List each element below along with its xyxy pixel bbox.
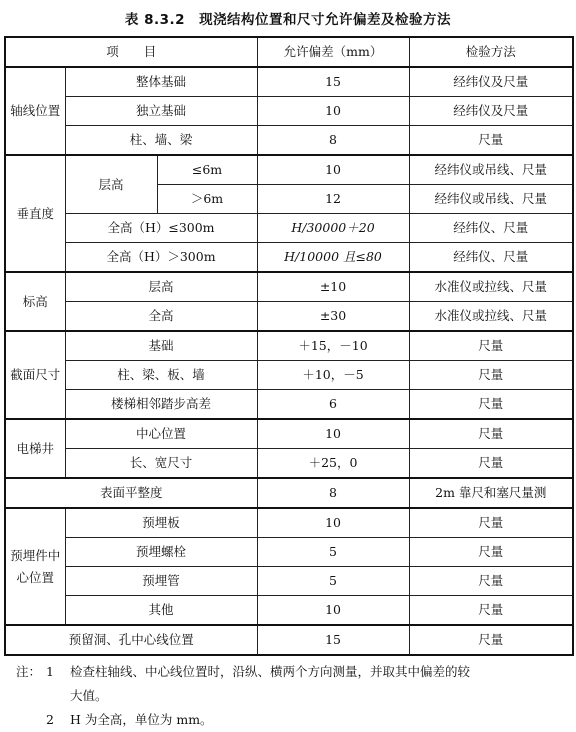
table-row [5,243,573,273]
group-vertical: 垂直度 [5,155,65,272]
item-cell: 其他 [65,596,257,626]
tolerance-cell: ＋10，－5 [257,361,409,390]
note-1 [16,660,570,684]
table-row [5,478,573,508]
method-cell: 经纬仪及尺量 [409,97,573,126]
tolerance-cell: 8 [257,478,409,508]
method-cell: 经纬仪及尺量 [409,67,573,97]
item-cell: 预埋管 [65,567,257,596]
tolerance-cell: 12 [257,185,409,214]
table-row [5,538,573,567]
tolerance-cell: H/10000 且≤80 [257,243,409,273]
note-2 [16,708,570,732]
method-cell: 尺量 [409,508,573,538]
method-cell: 尺量 [409,449,573,479]
table-row [5,155,573,185]
method-cell: 尺量 [409,126,573,156]
tolerance-cell: 8 [257,126,409,156]
notes-label: 注： [16,664,42,679]
method-cell: 尺量 [409,596,573,626]
group-axis: 轴线位置 [5,67,65,155]
note-continuation: 大值。 [70,688,108,703]
sub-item-cell: ≤6m [157,155,257,185]
method-cell: 经纬仪或吊线、尺量 [409,185,573,214]
item-cell: 独立基础 [65,97,257,126]
table-row [5,449,573,479]
item-cell: 层高 [65,155,157,214]
tolerance-cell: 15 [257,625,409,655]
header-row [5,37,573,67]
method-cell: 2m 靠尺和塞尺量测 [409,478,573,508]
tolerance-cell: 10 [257,97,409,126]
item-cell: 全高 [65,302,257,332]
table-caption: 现浇结构位置和尺寸允许偏差及检验方法 [199,12,452,28]
note-text: H 为全高，单位为 mm。 [70,712,213,727]
notes [16,660,570,732]
method-cell: 经纬仪、尺量 [409,243,573,273]
method-cell: 尺量 [409,625,573,655]
tolerance-cell: 10 [257,508,409,538]
item-cell: 层高 [65,272,257,302]
method-cell: 经纬仪、尺量 [409,214,573,243]
table-row [5,508,573,538]
note-number: 1 [46,664,54,679]
table-row [5,567,573,596]
header-tolerance: 允许偏差（mm） [257,37,409,67]
group-elevator: 电梯井 [5,419,65,478]
table-number: 表 8.3.2 [124,12,186,28]
table-row [5,390,573,420]
table-row [5,625,573,655]
tolerance-cell: ＋15，－10 [257,331,409,361]
sub-item-cell: ＞6m [157,185,257,214]
tolerance-cell: H/30000＋20 [257,214,409,243]
table-row [5,419,573,449]
method-cell: 经纬仪或吊线、尺量 [409,155,573,185]
note-number: 2 [46,712,54,727]
tolerance-cell: ＋25，0 [257,449,409,479]
table-row [5,596,573,626]
item-cell: 长、宽尺寸 [65,449,257,479]
tolerance-table [4,36,574,656]
item-cell: 柱、梁、板、墙 [65,361,257,390]
method-cell: 水准仪或拉线、尺量 [409,302,573,332]
table-row [5,272,573,302]
item-cell: 基础 [65,331,257,361]
table-row [5,97,573,126]
table-row [5,302,573,332]
tolerance-cell: 5 [257,538,409,567]
group-section: 截面尺寸 [5,331,65,419]
item-cell: 全高（H）＞300m [65,243,257,273]
item-cell: 预埋螺栓 [65,538,257,567]
table-row [5,67,573,97]
item-cell: 中心位置 [65,419,257,449]
tolerance-cell: 6 [257,390,409,420]
table-row [5,214,573,243]
group-elevation: 标高 [5,272,65,331]
table-row [5,126,573,156]
tolerance-cell: 15 [257,67,409,97]
table-row [5,361,573,390]
tolerance-cell: 5 [257,567,409,596]
item-cell: 楼梯相邻踏步高差 [65,390,257,420]
method-cell: 水准仪或拉线、尺量 [409,272,573,302]
tolerance-cell: 10 [257,155,409,185]
method-cell: 尺量 [409,331,573,361]
method-cell: 尺量 [409,567,573,596]
item-cell: 柱、墙、梁 [65,126,257,156]
tolerance-cell: ±30 [257,302,409,332]
item-cell: 预埋板 [65,508,257,538]
header-item: 项 目 [5,37,257,67]
tolerance-cell: 10 [257,419,409,449]
method-cell: 尺量 [409,361,573,390]
item-cell: 预留洞、孔中心线位置 [5,625,257,655]
tolerance-cell: ±10 [257,272,409,302]
method-cell: 尺量 [409,419,573,449]
item-cell: 表面平整度 [5,478,257,508]
method-cell: 尺量 [409,390,573,420]
item-cell: 全高（H）≤300m [65,214,257,243]
item-cell: 整体基础 [65,67,257,97]
group-embedded: 预埋件中心位置 [5,508,65,625]
header-method: 检验方法 [409,37,573,67]
table-row [5,331,573,361]
table-title [0,8,576,28]
note-text: 检查柱轴线、中心线位置时，沿纵、横两个方向测量，并取其中偏差的较 [70,664,471,679]
method-cell: 尺量 [409,538,573,567]
tolerance-cell: 10 [257,596,409,626]
